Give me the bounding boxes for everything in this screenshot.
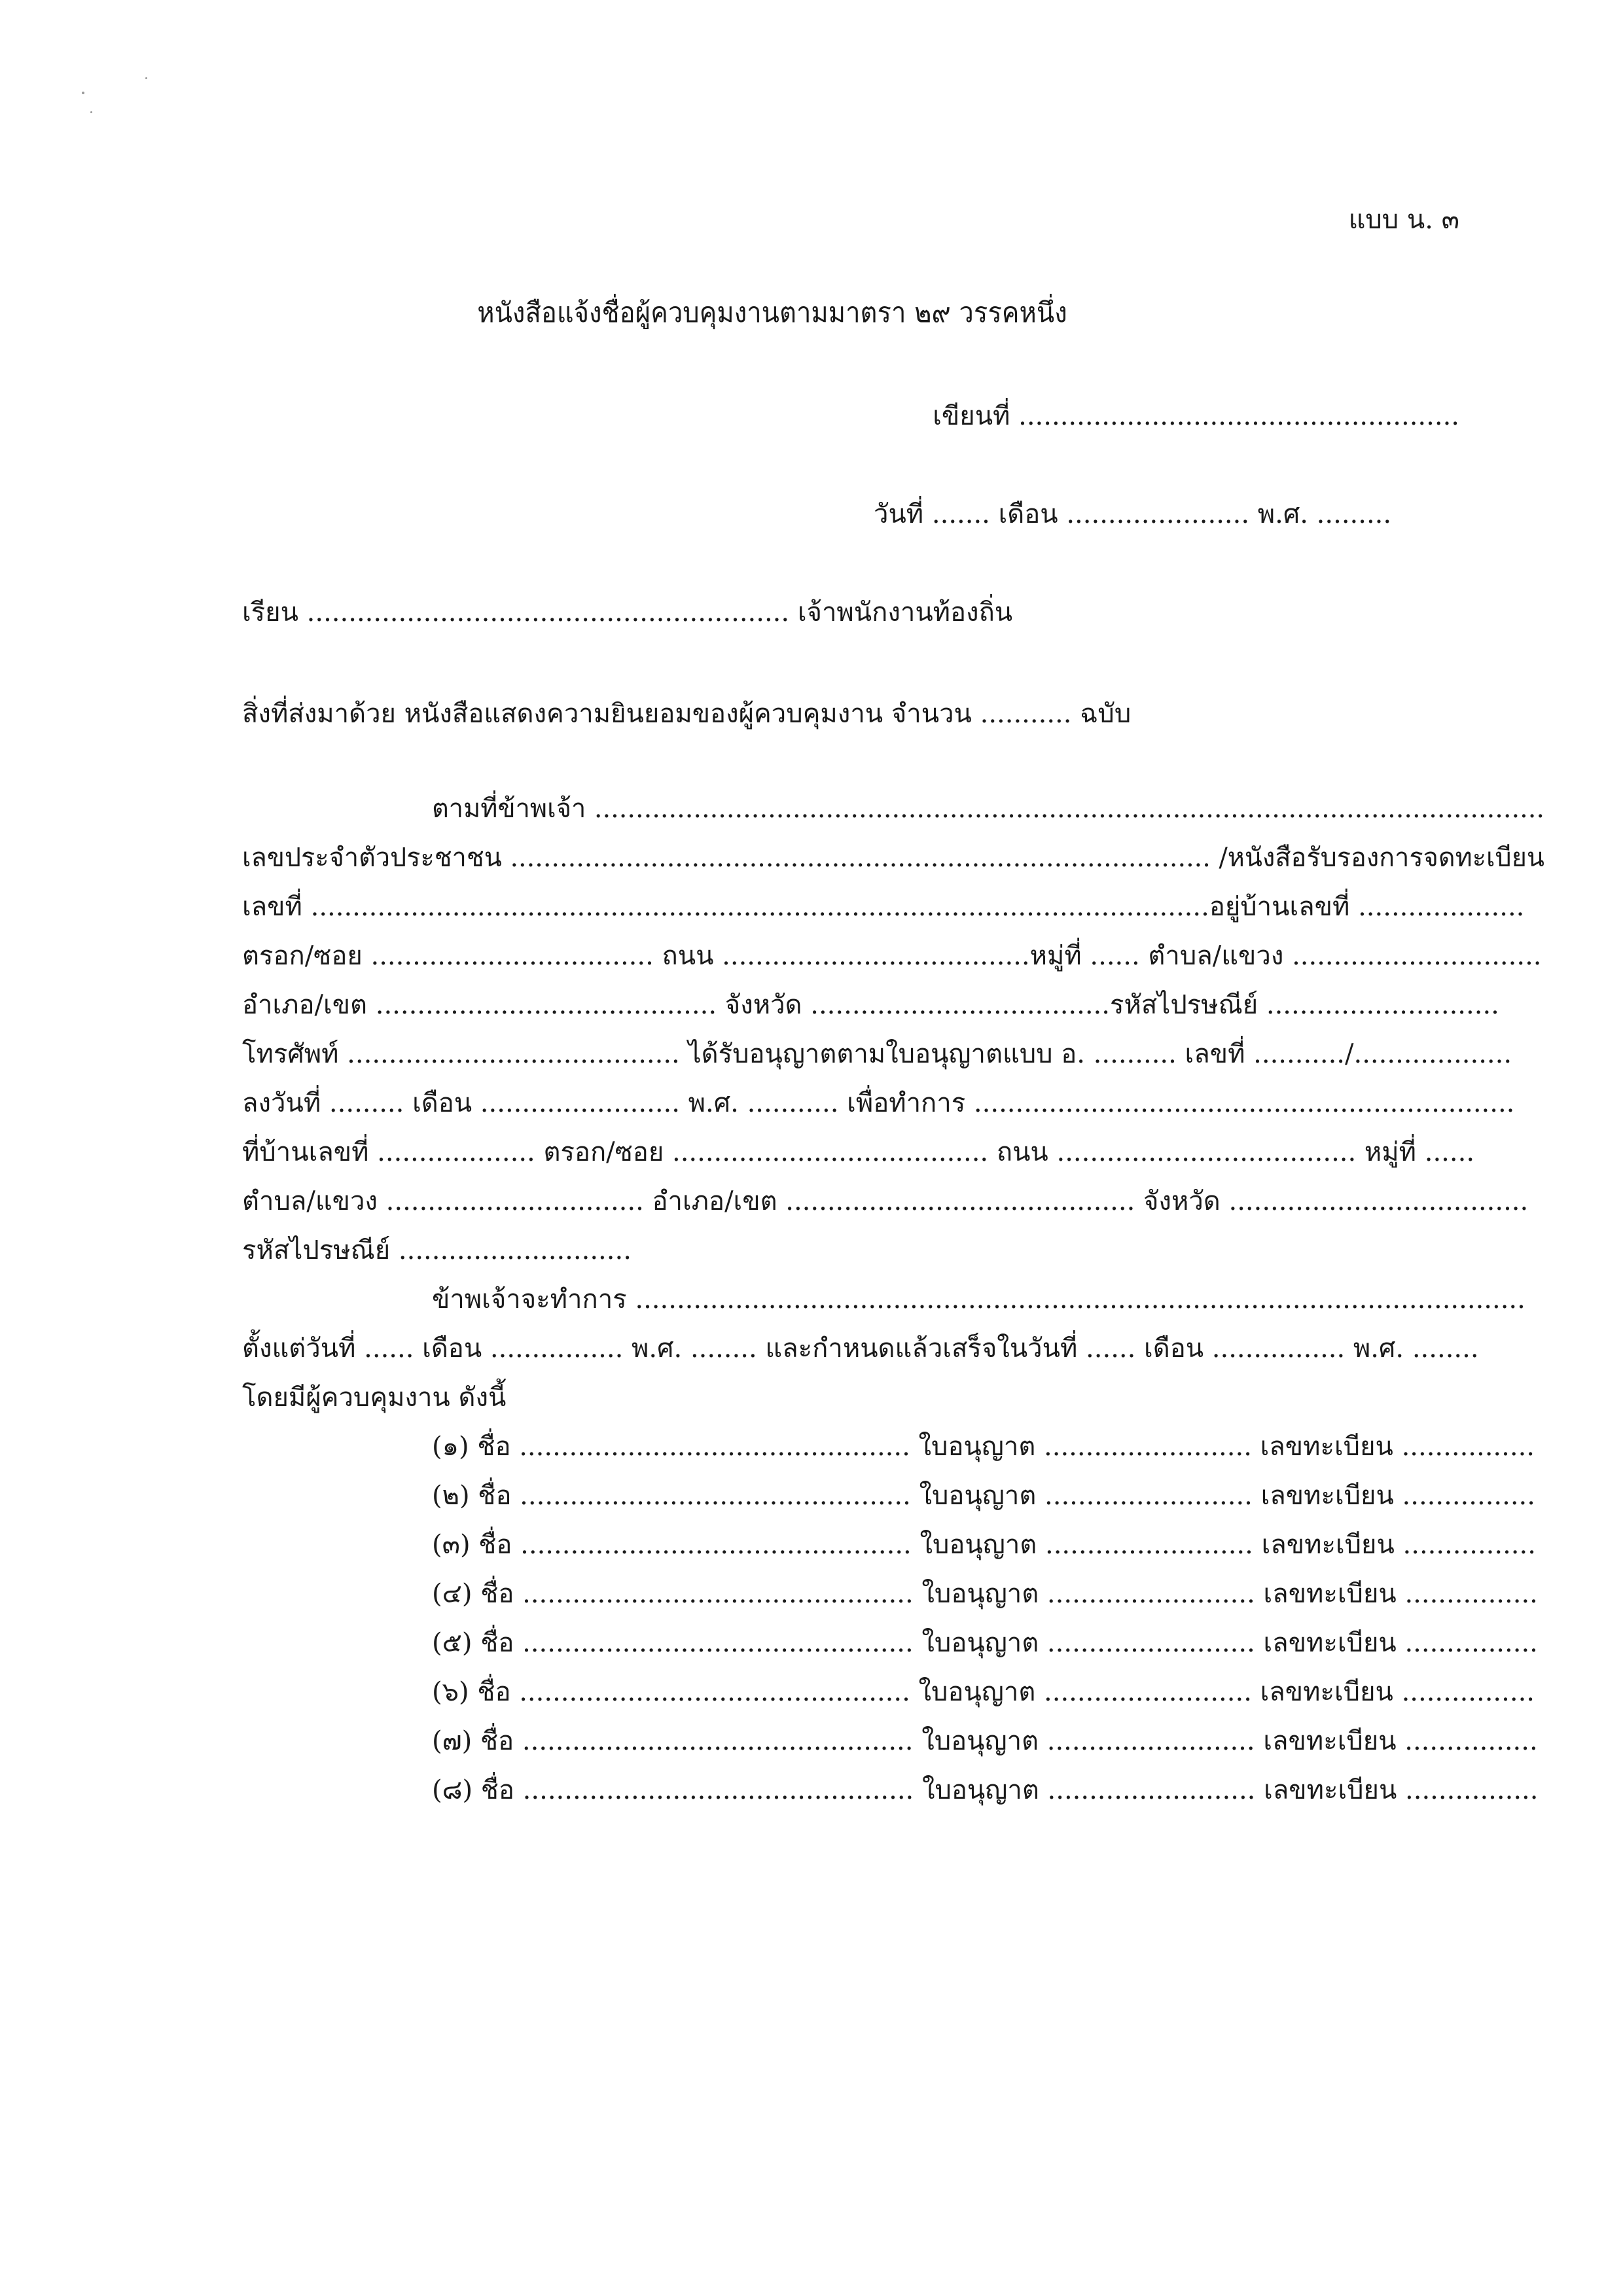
body-line: ตั้งแต่วันที่ ...... เดือน ................ พ.ศ. ........ และกำหนดแล้วเสร็จในวันที่ ...... เดือน ................ พ.ศ. ........ [242, 1333, 1479, 1364]
body-line: รหัสไปรษณีย์ ............................ [242, 1235, 632, 1265]
controller-row: (๕) ชื่อ ............................................... ใบอนุญาต ......................... เลขทะเบียน ................ [432, 1628, 1538, 1658]
body-line: ลงวันที่ ......... เดือน ........................ พ.ศ. ........... เพื่อทำการ ................................................................. [242, 1088, 1515, 1118]
enclosure-line: สิ่งที่ส่งมาด้วย หนังสือแสดงความยินยอมของผู้ควบคุมงาน จำนวน ........... ฉบับ [242, 699, 1132, 729]
date-line: วันที่ ....... เดือน ...................... พ.ศ. ......... [874, 499, 1392, 529]
controller-row: (๔) ชื่อ ............................................... ใบอนุญาต ......................... เลขทะเบียน ................ [432, 1579, 1538, 1609]
controller-row: (๖) ชื่อ ............................................... ใบอนุญาต ......................... เลขทะเบียน ................ [432, 1677, 1535, 1707]
controller-row: (๑) ชื่อ ............................................... ใบอนุญาต ......................... เลขทะเบียน ................ [432, 1432, 1535, 1462]
body-line: ข้าพเจ้าจะทำการ ........................................................................................................... [432, 1284, 1525, 1315]
controller-row: (๒) ชื่อ ............................................... ใบอนุญาต ......................... เลขทะเบียน ................ [432, 1481, 1535, 1511]
body-line: เลขที่ ............................................................................................................อยู่บ้านเลขที่ .................... [242, 892, 1525, 922]
body-line: ตรอก/ซอย .................................. ถนน .....................................หมู่ที่ ...... ตำบล/แขวง .............................. [242, 941, 1542, 971]
controller-row: (๘) ชื่อ ............................................... ใบอนุญาต ......................... เลขทะเบียน ................ [432, 1775, 1539, 1805]
body-line: โทรศัพท์ ........................................ ได้รับอนุญาตตามใบอนุญาตแบบ อ. .......... เลขที่ .........../................... [242, 1039, 1512, 1069]
body-line: ตามที่ข้าพเจ้า ................................................................................................................... [432, 794, 1544, 824]
body-line: โดยมีผู้ควบคุมงาน ดังนี้ [242, 1383, 507, 1413]
controller-row: (๓) ชื่อ ............................................... ใบอนุญาต ......................... เลขทะเบียน ................ [432, 1530, 1536, 1560]
scan-speck [82, 92, 84, 94]
written-at-line: เขียนที่ ..................................................... [933, 401, 1459, 431]
to-line: เรียน .......................................................... เจ้าพนักงานท้องถิ่น [242, 597, 1013, 627]
document-title: หนังสือแจ้งชื่อผู้ควบคุมงานตามมาตรา ๒๙ วรรคหนึ่ง [477, 296, 1067, 328]
controller-row: (๗) ชื่อ ............................................... ใบอนุญาต ......................... เลขทะเบียน ................ [432, 1726, 1538, 1756]
body-line: เลขประจำตัวประชาชน ..................................................................................... /หนังสือรับรองการจดทะเบียน [242, 843, 1544, 873]
body-line: ที่บ้านเลขที่ ................... ตรอก/ซอย ...................................... ถนน .................................... หมู่ที่ ...... [242, 1137, 1475, 1167]
scan-speck [145, 77, 147, 79]
form-code: แบบ น. ๓ [1348, 205, 1459, 235]
body-line: ตำบล/แขวง ............................... อำเภอ/เขต .......................................... จังหวัด .................................... [242, 1186, 1529, 1216]
scan-speck [90, 111, 92, 113]
body-line: อำเภอ/เขต ......................................... จังหวัด ....................................รหัสไปรษณีย์ ............................ [242, 990, 1499, 1020]
